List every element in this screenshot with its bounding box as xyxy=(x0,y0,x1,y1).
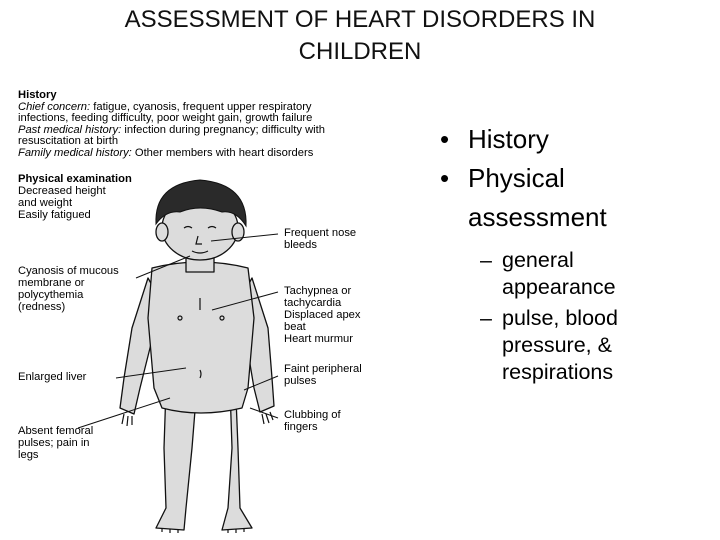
past-history-continued: resuscitation at birth xyxy=(18,135,119,147)
child-assessment-figure xyxy=(16,88,414,540)
history-heading: History xyxy=(18,89,57,101)
subbullet-general-appearance xyxy=(432,247,712,301)
bullet-history-text: History xyxy=(468,124,549,154)
clubbing-line2: fingers xyxy=(284,421,318,433)
subbullet-vitals-line2: pressure, & xyxy=(502,333,612,357)
exam-heading: Physical examination xyxy=(18,173,132,185)
clubbing-line1: Clubbing of xyxy=(284,409,341,421)
cyanosis-line4: (redness) xyxy=(18,301,66,313)
family-history: Family medical history: Other members with heart disorders xyxy=(18,147,314,159)
cyanosis-line1: Cyanosis of mucous xyxy=(18,265,119,277)
subbullet-general-line2: appearance xyxy=(502,275,616,299)
slide-title-line1: ASSESSMENT OF HEART DISORDERS IN xyxy=(124,6,596,33)
bullet-list xyxy=(432,120,712,386)
bullet-marker: • xyxy=(440,124,450,154)
tachy-line5: Heart murmur xyxy=(284,333,353,345)
dash-marker: – xyxy=(480,306,492,330)
chief-concern-continued: infections, feeding difficulty, poor weight gain, growth failure xyxy=(18,112,313,124)
subbullet-general-line1: general xyxy=(502,248,574,272)
bullet-physical-line1: Physical xyxy=(468,163,565,193)
tachy-line4: beat xyxy=(284,321,306,333)
exam-line2: and weight xyxy=(18,197,73,209)
femoral-line3: legs xyxy=(18,449,39,461)
subbullet-vitals xyxy=(432,305,712,386)
femoral-line1: Absent femoral xyxy=(18,425,94,437)
subbullet-vitals-line3: respirations xyxy=(502,360,614,384)
subbullet-vitals-line1: pulse, blood xyxy=(502,306,618,330)
cyanosis-line2: membrane or xyxy=(18,277,85,289)
enlarged-liver: Enlarged liver xyxy=(18,371,87,383)
tachy-line3: Displaced apex xyxy=(284,309,361,321)
exam-line3: Easily fatigued xyxy=(18,209,91,221)
nose-bleeds-line1: Frequent nose xyxy=(284,227,357,239)
tachy-line1: Tachypnea or xyxy=(284,285,352,297)
tachy-line2: tachycardia xyxy=(284,297,342,309)
faint-pulses-line1: Faint peripheral xyxy=(284,363,362,375)
femoral-line2: pulses; pain in xyxy=(18,437,90,449)
slide-title xyxy=(60,4,660,68)
bullet-physical-line2: assessment xyxy=(468,202,607,232)
bullet-marker: • xyxy=(440,163,450,193)
nose-bleeds-line2: bleeds xyxy=(284,239,317,251)
past-history: Past medical history: infection during pregnancy; difficulty with xyxy=(18,124,325,136)
dash-marker: – xyxy=(480,248,492,272)
torso xyxy=(148,262,254,413)
bullet-physical-assessment xyxy=(432,159,712,237)
slide-title-line2: CHILDREN xyxy=(298,38,422,65)
bullet-history xyxy=(432,120,712,159)
chief-concern: Chief concern: fatigue, cyanosis, frequent upper respiratory xyxy=(18,101,312,113)
cyanosis-line3: polycythemia xyxy=(18,289,84,301)
faint-pulses-line2: pulses xyxy=(284,375,317,387)
exam-line1: Decreased height xyxy=(18,185,106,197)
